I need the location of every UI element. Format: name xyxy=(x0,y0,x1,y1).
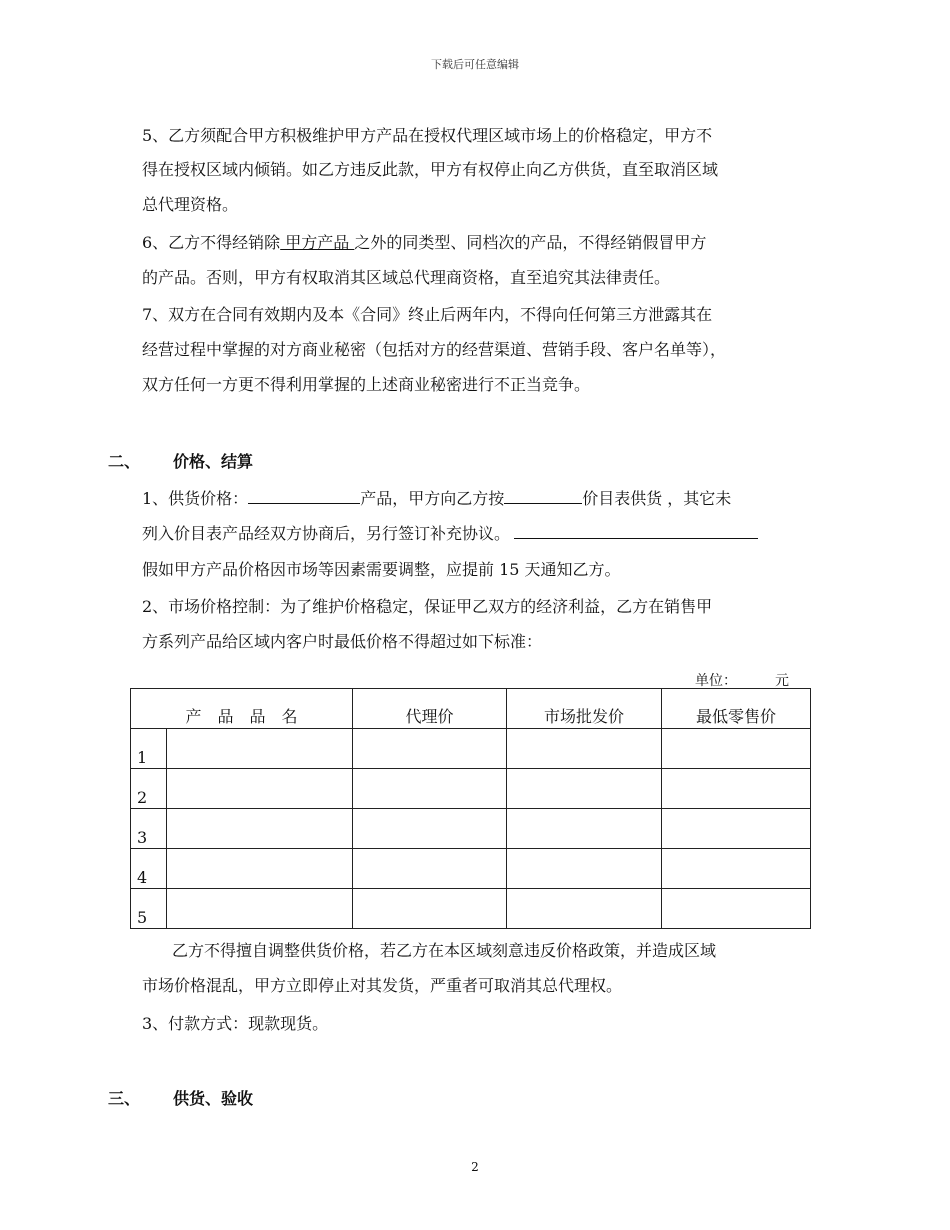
price-item-1-end: 价目表供货 ，其它未 xyxy=(582,489,732,508)
price-item-1-line-2 xyxy=(142,524,758,544)
wholesale-price-cell[interactable] xyxy=(507,889,662,929)
supply-price-blank[interactable] xyxy=(248,489,360,504)
supplement-blank[interactable] xyxy=(514,524,758,539)
clause-6-prefix: 6、乙方不得经销除 xyxy=(142,233,281,252)
price-item-1-mid: 产品，甲方向乙方按 xyxy=(360,489,505,508)
clause-7-line-3: 双方任何一方更不得利用掌握的上述商业秘密进行不正当竞争。 xyxy=(142,375,591,394)
table-row xyxy=(131,809,811,849)
clause-7-line-1: 7、双方在合同有效期内及本《合同》终止后两年内，不得向任何第三方泄露其在 xyxy=(142,305,713,324)
header-note: 下载后可任意编辑 xyxy=(431,58,519,71)
wholesale-price-cell[interactable] xyxy=(507,769,662,809)
payment-method: 3、付款方式：现款现货。 xyxy=(142,1014,329,1033)
after-table-line-2: 市场价格混乱，甲方立即停止对其发货，严重者可取消其总代理权。 xyxy=(142,976,623,995)
clause-7-line-2: 经营过程中掌握的对方商业秘密（包括对方的经营渠道、营销手段、客户名单等）， xyxy=(142,340,727,359)
unit-label: 单位： xyxy=(695,673,737,689)
after-table-line-1: 乙方不得擅自调整供货价格，若乙方在本区域刻意违反价格政策，并造成区域 xyxy=(172,941,717,960)
header-min-retail-price: 最低零售价 xyxy=(662,689,811,729)
product-name-cell[interactable] xyxy=(167,769,353,809)
unit-row xyxy=(695,670,789,690)
header-product-name: 产 品 品 名 xyxy=(131,689,353,729)
product-name-cell[interactable] xyxy=(167,809,353,849)
agent-price-cell[interactable] xyxy=(353,889,507,929)
agent-price-cell[interactable] xyxy=(353,849,507,889)
agent-price-cell[interactable] xyxy=(353,809,507,849)
price-item-1-line-3: 假如甲方产品价格因市场等因素需要调整，应提前 15 天通知乙方。 xyxy=(142,560,621,579)
table-row xyxy=(131,849,811,889)
header-agent-price: 代理价 xyxy=(353,689,507,729)
min-retail-price-cell[interactable] xyxy=(662,729,811,769)
price-item-2-line-2: 方系列产品给区域内客户时最低价格不得超过如下标准： xyxy=(142,632,543,651)
clause-6-suffix: 之外的同类型、同档次的产品，不得经销假冒甲方 xyxy=(354,233,707,252)
table-row xyxy=(131,889,811,929)
product-name-cell[interactable] xyxy=(167,849,353,889)
row-number: 5 xyxy=(131,889,167,929)
section-3-heading xyxy=(108,1089,254,1109)
price-table xyxy=(130,688,811,929)
clause-5-line-2: 得在授权区域内倾销。如乙方违反此款，甲方有权停止向乙方供货，直至取消区域 xyxy=(142,160,719,179)
section-2-heading xyxy=(108,452,254,472)
price-item-2-line-1: 2、市场价格控制：为了维护价格稳定，保证甲乙双方的经济利益，乙方在销售甲 xyxy=(142,597,713,616)
row-number: 2 xyxy=(131,769,167,809)
agent-price-cell[interactable] xyxy=(353,729,507,769)
min-retail-price-cell[interactable] xyxy=(662,769,811,809)
row-number: 3 xyxy=(131,809,167,849)
clause-6-underlined-product: 甲方产品 xyxy=(280,233,355,252)
wholesale-price-cell[interactable] xyxy=(507,729,662,769)
min-retail-price-cell[interactable] xyxy=(662,889,811,929)
price-item-1-line-1 xyxy=(142,489,731,509)
price-item-1-label: 1、供货价格： xyxy=(142,489,249,508)
section-3-number: 三、 xyxy=(108,1089,141,1108)
row-number: 4 xyxy=(131,849,167,889)
section-3-title: 供货、验收 xyxy=(173,1089,254,1108)
product-name-cell[interactable] xyxy=(167,729,353,769)
price-list-blank[interactable] xyxy=(504,489,582,504)
price-item-1-line-2-text: 列入价目表产品经双方协商后，另行签订补充协议。 xyxy=(142,524,511,543)
clause-5-line-1: 5、乙方须配合甲方积极维护甲方产品在授权代理区域市场上的价格稳定，甲方不 xyxy=(142,126,713,145)
clause-5-line-3: 总代理资格。 xyxy=(142,195,239,214)
page-number: 2 xyxy=(471,1160,479,1174)
min-retail-price-cell[interactable] xyxy=(662,809,811,849)
wholesale-price-cell[interactable] xyxy=(507,809,662,849)
product-name-cell[interactable] xyxy=(167,889,353,929)
section-2-title: 价格、结算 xyxy=(173,452,254,471)
table-row xyxy=(131,769,811,809)
min-retail-price-cell[interactable] xyxy=(662,849,811,889)
price-table-header xyxy=(131,689,811,729)
header-wholesale-price: 市场批发价 xyxy=(507,689,662,729)
wholesale-price-cell[interactable] xyxy=(507,849,662,889)
agent-price-cell[interactable] xyxy=(353,769,507,809)
table-row xyxy=(131,729,811,769)
row-number: 1 xyxy=(131,729,167,769)
unit-value: 元 xyxy=(775,673,789,689)
clause-6-line-2: 的产品。否则，甲方有权取消其区域总代理商资格，直至追究其法律责任。 xyxy=(142,268,671,287)
clause-6-line-1 xyxy=(142,233,706,253)
section-2-number: 二、 xyxy=(108,452,141,471)
